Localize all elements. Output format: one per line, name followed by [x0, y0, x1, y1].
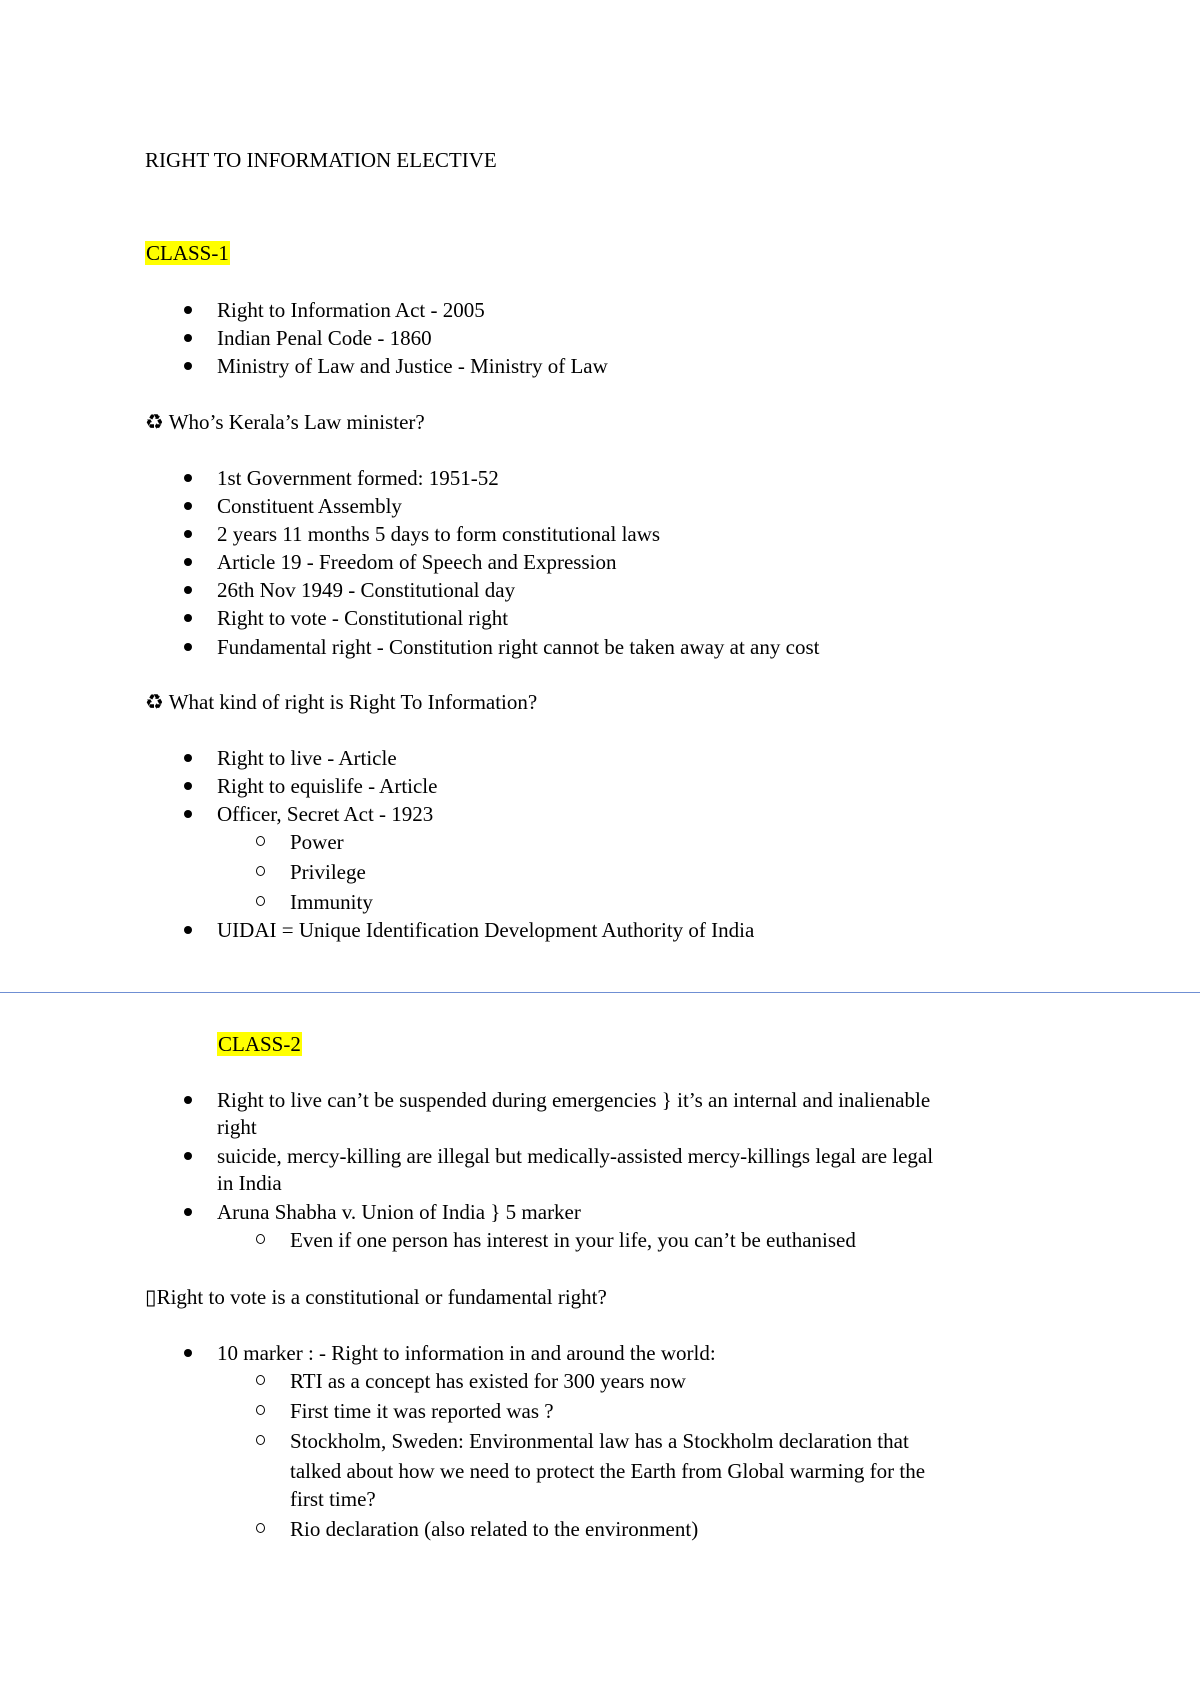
bullet-icon: [184, 1096, 192, 1104]
sub-list-item-continuation: first time?: [290, 1487, 376, 1511]
bullet-icon: [184, 586, 192, 594]
class2-heading: [217, 1032, 302, 1056]
bullet-icon: [184, 502, 192, 510]
bullet-icon: [184, 926, 192, 934]
bullet-icon: [184, 306, 192, 314]
sub-bullet-icon: [256, 1405, 265, 1415]
bullet-icon: [184, 754, 192, 762]
sub-list-item-continuation: talked about how we need to protect the Earth from Global warming for the: [290, 1459, 926, 1483]
sub-bullet-icon: [256, 1234, 265, 1244]
bullet-icon: [184, 614, 192, 622]
list-item: 26th Nov 1949 - Constitutional day: [217, 578, 516, 602]
question-right-to-vote: [145, 1285, 607, 1309]
bullet-icon: [184, 810, 192, 818]
sub-bullet-icon: [256, 866, 265, 876]
list-item: Right to vote - Constitutional right: [217, 606, 509, 630]
bullet-icon: [184, 1208, 192, 1216]
bullet-icon: [184, 530, 192, 538]
bullet-icon: [184, 1349, 192, 1357]
list-item: Fundamental right - Constitution right cannot be taken away at any cost: [217, 635, 820, 659]
list-item: Right to equislife - Article: [217, 774, 438, 798]
list-item-continuation: right: [217, 1115, 257, 1139]
recycle-icon: ♻: [145, 410, 164, 434]
bullet-icon: [184, 474, 192, 482]
list-item: Right to Information Act - 2005: [217, 298, 485, 322]
sub-bullet-icon: [256, 1435, 265, 1445]
list-item-continuation: in India: [217, 1171, 282, 1195]
list-item: UIDAI = Unique Identification Development Authority of India: [217, 918, 755, 942]
list-item: Indian Penal Code - 1860: [217, 326, 432, 350]
list-item: 10 marker : - Right to information in and around the world:: [217, 1341, 716, 1365]
sub-list-item: RTI as a concept has existed for 300 years now: [290, 1369, 686, 1393]
sub-list-item: Even if one person has interest in your life, you can’t be euthanised: [290, 1228, 856, 1252]
question-rti-kind: [145, 690, 537, 714]
sub-bullet-icon: [256, 836, 265, 846]
bullet-icon: [184, 643, 192, 651]
page-separator: [0, 992, 1200, 993]
sub-list-item: Stockholm, Sweden: Environmental law has a Stockholm declaration that: [290, 1429, 909, 1453]
question-text: Who’s Kerala’s Law minister?: [168, 410, 425, 434]
list-item: 1st Government formed: 1951-52: [217, 466, 499, 490]
bullet-icon: [184, 782, 192, 790]
list-item: Ministry of Law and Justice - Ministry of Law: [217, 354, 608, 378]
list-item: Right to live can’t be suspended during emergencies } it’s an internal and inalienable: [217, 1088, 931, 1112]
question-text: Right to vote is a constitutional or fundamental right?: [156, 1285, 607, 1309]
sub-list-item: Immunity: [290, 890, 373, 914]
sub-list-item: First time it was reported was ?: [290, 1399, 554, 1423]
list-item: Officer, Secret Act - 1923: [217, 802, 434, 826]
list-item: 2 years 11 months 5 days to form constitutional laws: [217, 522, 661, 546]
list-item: Right to live - Article: [217, 746, 397, 770]
sub-bullet-icon: [256, 1523, 265, 1533]
list-item: Constituent Assembly: [217, 494, 402, 518]
class2-heading-label: CLASS-2: [218, 1032, 301, 1056]
sub-list-item: Power: [290, 830, 344, 854]
bullet-icon: [184, 362, 192, 370]
bullet-icon: [184, 1152, 192, 1160]
class1-heading: [145, 241, 230, 265]
recycle-icon: ♻: [145, 690, 164, 714]
list-item: Article 19 - Freedom of Speech and Expression: [217, 550, 617, 574]
missing-glyph-icon: ▯: [145, 1285, 157, 1309]
bullet-icon: [184, 558, 192, 566]
document-title: RIGHT TO INFORMATION ELECTIVE: [145, 148, 497, 172]
question-kerala-law-minister: [145, 410, 425, 434]
sub-list-item: Rio declaration (also related to the environment): [290, 1517, 699, 1541]
class1-heading-label: CLASS-1: [146, 241, 229, 265]
list-item: suicide, mercy-killing are illegal but medically-assisted mercy-killings legal are legal: [217, 1144, 934, 1168]
list-item: Aruna Shabha v. Union of India } 5 marker: [217, 1200, 581, 1224]
sub-bullet-icon: [256, 1375, 265, 1385]
bullet-icon: [184, 334, 192, 342]
sub-list-item: Privilege: [290, 860, 366, 884]
question-text: What kind of right is Right To Information?: [168, 690, 538, 714]
sub-bullet-icon: [256, 896, 265, 906]
